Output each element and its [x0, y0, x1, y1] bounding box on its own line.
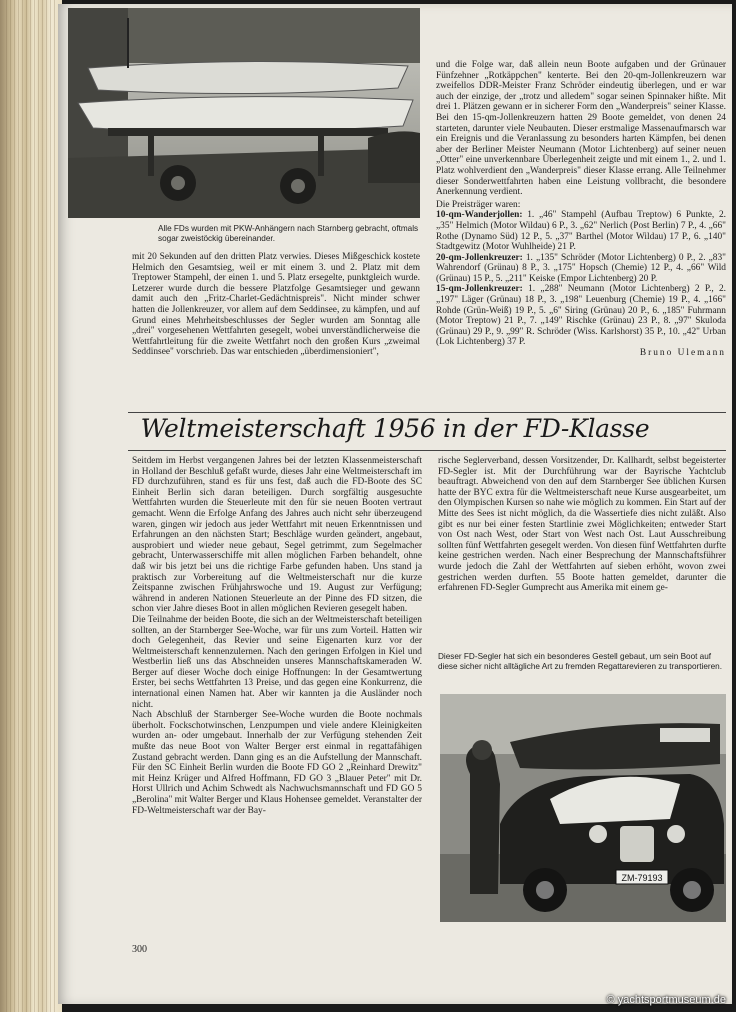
article-paragraph-3: Nach Abschluß der Starnberger See-Woche wurden die Boote nochmals überholt. Fockschotwinschen, Lenzpumpen und viele andere Kleinigkeiten wurden an- oder umgebaut. Innerhalb der zur Verfügung stehenden Zeit mußte das neue Boot von Walter Berger erst einmal in regattafähigen Zustand gebracht werden. Dann ging es an die Aufstellung der Mannschaft. Für den SC Einheit Berlin wurden die Boote FD GO 2 „Reinhard Drewitz" mit Heinz Krüger und Alfred Hoffmann, FD GO 3 „Blauer Peter" mit Dr. Horst Ullrich und Achim Schwedt als Nachwuchsmannschaft und FD GO 5 „Berolina" mit Walter Berger und Klaus Hohensee gemeldet. Veranstalter der FD-Weltmeisterschaft war der Bay- — [132, 710, 422, 816]
article-headline: Weltmeisterschaft 1956 in der FD-Klasse — [140, 414, 650, 443]
trailer-photo-illustration — [68, 8, 420, 218]
results-group-20qm: 20-qm-Jollenkreuzer: 1. „135" Schröder (Motor Lichtenberg) 0 P., 2. „83" Wahrendorf (Grünau) 8 P., 3. „175" Hopsch (Chemie) 12 P., 4. „66" Wild (Grünau) 15 P., 5. „211" Keiske (Empor Lichtenberg) 20 P. — [436, 252, 727, 284]
article-right-text: rische Seglerverband, dessen Vorsitzender, Dr. Kallhardt, selbst begeisterter FD-Segler ist. Mit der Durchführung war der Bayrische Yachtclub beauftragt. Abweichend von den auf dem Starnberger See üblichen Kursen hatte der BYC extra für die Weltmeisterschaft neue Kurse ausgearbeitet, um den Olympischen Kursen so nahe wie möglich zu kommen. Ein Start auf der Mitte des Sees ist nicht möglich, da die Wassertiefe dies nicht zuläßt. Also gibt es nur bei einer festen Startlinie zwei Möglichkeiten; entweder Start von Ost nach West, oder Start von West nach Ost. Laut Ausschreibung sollten fünf Wettfahrten gesegelt werden. Von diesen fünf Wettfahrten durfte keine gestrichen werden. Nach einer Besprechung der Mannschaftsführer wurde jedoch die Zahl der Wettfahrten auf sieben erhöht, wovon zwei gestrichen werden durften. 55 Boote hatten gemeldet, darunter die erfahrenen FD-Segler Gumprecht aus Amerika mit einem ge- — [438, 456, 726, 594]
author-signature: Bruno Ulemann — [639, 348, 726, 359]
photo-boats-on-trailers — [68, 8, 420, 218]
results-group-15qm: 15-qm-Jollenkreuzer: 1. „288" Neumann (Motor Lichtenberg) 2 P., 2. „197" Läger (Grünau) 18 P., 3. „198" Leuenburg (Chemie) 19 P., 4. „166" Rohde (Grün-Weiß) 19 P., 5. „6" Siring (Grünau) 20 P., 6. „185" Fuhrmann (Motor Treptow) 21 P., 7. „149" Rischke (Grünau) 23 P., 8. „97" Skuloda (Grünau) 29 P., 9. „99" R. Schröder (Wiss. Karlshorst) 35 P., 10. „42" Urban (Lok Lichtenberg) 37 P. — [436, 284, 727, 348]
magazine-page — [58, 4, 732, 1004]
right-column-top — [436, 60, 726, 359]
article-right-column — [438, 456, 726, 594]
photo-boat-on-car — [440, 694, 726, 922]
photo-bottom-caption: Dieser FD-Segler hat sich ein besonderes Gestell gebaut, um sein Boot auf diese sicher nicht alltägliche Art zu fremden Regattarevieren zu transportieren. — [438, 652, 722, 671]
right-top-text: und die Folge war, daß allein neun Boote aufgaben und der Grünauer Fünfzehner „Rotkäppchen" kenterte. Bei den 20-qm-Jollenkreuzern war zweifellos DDR-Meister Franz Schröder eindeutig überlegen, und er war auch der einzige, der „trotz und alledem" sogar seinen Spinnaker hißte. Mit drei 1. Plätzen gewann er in sicherer Form den „Wanderpreis" seiner Klasse. Bei den 15-qm-Jollenkreuzern hatten 29 Boote gemeldet, von denen 24 starteten, darunter viele Neubauten. Dieser erstmalige Massenaufmarsch war ein Ereignis und die Veranlassung zu besonders harten Kämpfen, bei denen aber der Berliner Meister Neumann (Motor Lichtenberg) auf seiner neuen „Otter" eine unverkennbare Überlegenheit zeigte und mit einem 1., 2. und 1. Platz wohlverdient den „Wanderpreis" dieser Klasse errang. Alle Teilnehmer dieser Sonderwettfahrten haben eine Leistung vollbracht, die besondere Anerkennung verdient. — [436, 60, 726, 198]
license-plate: ZM-79193 — [621, 873, 663, 883]
results-group-10qm: 10-qm-Wanderjollen: 1. „46" Stampehl (Aufbau Treptow) 6 Punkte, 2. „35" Helmich (Motor Wildau) 6 P., 3. „62" Nerlich (Post Berlin) 7 P., 4. „66" Rothe (Dynamo Süd) 12 P., 5. „37" Barthel (Motor Wildau) 17 P., 6. „140" Stadtgewitz (Motor Wuhlheide) 21 P. — [436, 210, 727, 253]
left-top-text: mit 20 Sekunden auf den dritten Platz verwies. Dieses Mißgeschick kostete Helmich den Gesamtsieg, weil er mit einem 3. und 2. Platz mit dem Treptower Stampehl, der einen 1. und 5. Platz ersegelte, punktgleich wurde. Letzerer wurde durch die bessere Platzfolge Gesamtsieger und gewann damit auch den „Fritz-Charlet-Gedächtnispreis". Nicht minder schwer hatten die Jollenkreuzer, vor allem auf dem Seddinsee, zu kämpfen, und auf Grund eines Mehrheitsbeschlusses der Segler wurden am Sonntag alle „drei" vorgesehenen Wettfahrten gesegelt, wobei unverständlicherweise die Wettfahrtleitung für die zweite Wettfahrt noch den großen Kurs „zweimal Seddinsee" vorschrieb. Das war entschieden „überdimensioniert", — [132, 252, 420, 358]
results-intro: Die Preisträger waren: — [436, 199, 521, 210]
photo-top-caption-block — [158, 224, 420, 243]
photo-top-caption: Alle FDs wurden mit PKW-Anhängern nach Starnberg gebracht, oftmals sogar zweistöckig übereinander. — [158, 224, 419, 243]
headline-rule-top — [128, 412, 726, 413]
article-paragraph-2: Die Teilnahme der beiden Boote, die sich an der Weltmeisterschaft beteiligen sollten, an der Starnberger See-Woche, war für uns zum Vorteil. Hatten wir doch Gelegenheit, das Revier und seine Eigenarten kurz vor der Weltmeisterschaft kennenzulernen. Nach den geringen Erfolgen in Kiel und Westberlin ließ uns das Abschneiden unseres Mannschaftskameraden W. Berger auf dieser Woche doch einige Hoffnungen: In der Gesamtwertung Erster, bei sechs Wettfahrten 13 Preise, und das gegen eine Konkurrenz, die international einen Namen hat. Aber wir kannten ja die Ausländer noch nicht. — [132, 614, 422, 710]
article-left-column — [132, 456, 422, 816]
watermark: © yachtsportmuseum.de — [606, 994, 726, 1006]
results-list — [436, 200, 726, 359]
photo-bottom-caption-block — [438, 652, 726, 671]
book-binding — [0, 0, 62, 1012]
left-column-top — [132, 252, 420, 358]
car-photo-illustration — [440, 694, 726, 922]
page-number: 300 — [132, 944, 147, 955]
article-paragraph-1: Seitdem im Herbst vergangenen Jahres bei der letzten Klassenmeisterschaft in Holland der Beschluß gefaßt wurde, dieses Jahr eine Weltmeisterschaft im FD durchzuführen, stand es für uns fest, daß auch die FD-Boote des SC Einheit Berlin sich daran beteiligen. Durch sorgfältig ausgesuchte Wettfahrten wurden die Steuerleute mit den für sie neuen Booten vertraut gemacht. Wenn die Erfolge Anfang des Jahres auch nicht sehr überzeugend waren, gingen wir jedoch aus jeder Wettfahrt mit neuen Erkenntnissen und Erfahrungen an den nächsten Start; Beschläge wurden geändert, angebaut, ausprobiert und wieder neue gebaut, Segel getrimmt, zum Segelmacher gebracht, Unterwasserschiffe mit allen möglichen Farben behandelt, ohne daß wir bis jetzt bei uns die richtige Farbe gefunden haben. Uns stand ja praktisch zur Vorbereitung auf die Weltmeisterschaft nur die kurze Zeitspanne zwischen Frühjahrswoche und 19. August zur Verfügung; während in anderen Nationen Steuerleute an der Pinne des FD sitzen, die schon vier Jahre dieses Boot in allen möglichen Revieren gesegelt haben. — [132, 456, 422, 615]
headline-rule-bottom — [128, 450, 726, 451]
